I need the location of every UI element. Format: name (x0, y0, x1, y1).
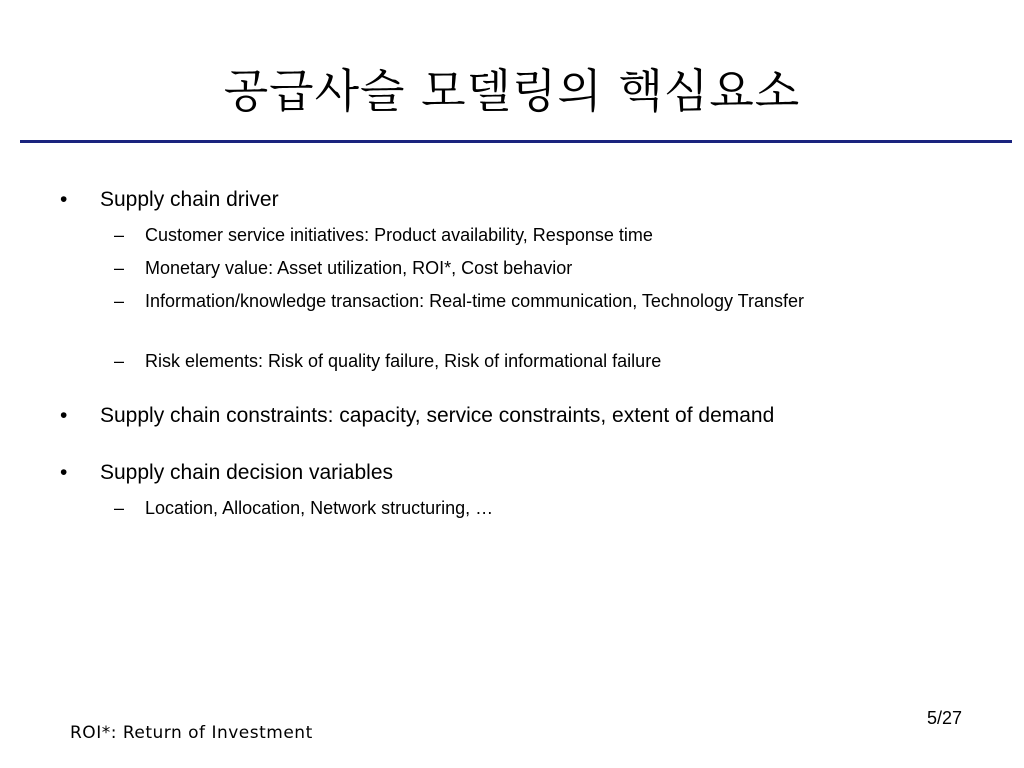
subitem-marker: – (114, 351, 125, 371)
subitem-marker: – (114, 498, 125, 518)
bullet-text: Supply chain decision variables (100, 461, 394, 484)
subitem-text: Location, Allocation, Network structuring, … (145, 498, 494, 518)
bullet-marker: • (60, 404, 68, 427)
subitem-marker: – (114, 258, 125, 278)
footnote: ROI*: Return of Investment (70, 723, 313, 743)
subitem-text: Customer service initiatives: Product availability, Response time (145, 225, 653, 245)
slide-title: 공급사슬 모델링의 핵심요소 (223, 64, 801, 118)
bullet-text: Supply chain constraints: capacity, service constraints, extent of demand (100, 404, 775, 427)
subitem-text: Information/knowledge transaction: Real-time communication, Technology Transfer (145, 291, 804, 311)
bullet-marker: • (60, 461, 68, 484)
subitem-text: Monetary value: Asset utilization, ROI*, Cost behavior (145, 258, 573, 278)
bullet-text: Supply chain driver (100, 188, 279, 211)
subitem-marker: – (114, 225, 125, 245)
subitem-marker: – (114, 291, 125, 311)
subitem-text: Risk elements: Risk of quality failure, Risk of informational failure (145, 351, 662, 371)
bullet-marker: • (60, 188, 68, 211)
page-number: 5/27 (926, 708, 962, 728)
title-divider (20, 140, 1012, 143)
